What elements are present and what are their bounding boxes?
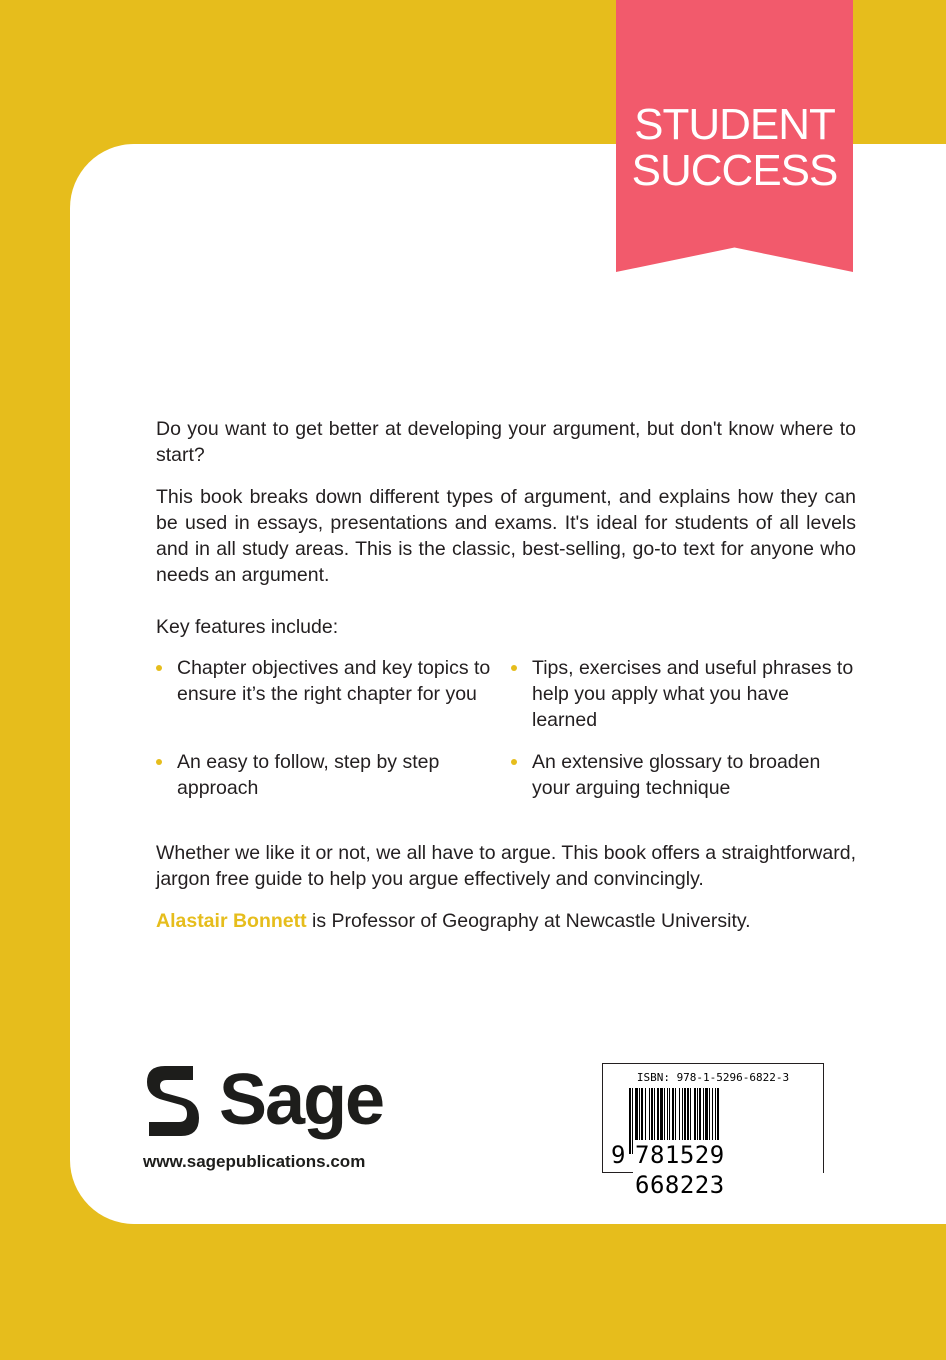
- barcode-number: 781529 668223: [633, 1140, 823, 1200]
- feature-text: An easy to follow, step by step approach: [177, 751, 440, 799]
- feature-item: [156, 655, 511, 733]
- series-title-line2: SUCCESS: [631, 146, 838, 195]
- series-title: [616, 102, 853, 194]
- feature-text: Tips, exercises and useful phrases to help you apply what you have learned: [532, 657, 854, 731]
- sage-s-logo-icon: [143, 1062, 201, 1140]
- author-bio: [156, 908, 856, 934]
- bullet-icon: [511, 665, 517, 671]
- closing-paragraph: Whether we like it or not, we all have to argue. This book offers a straightforward, jargon free guide to help you argue effectively and convincingly.: [156, 842, 856, 890]
- feature-list: [156, 655, 856, 801]
- intro-question: Do you want to get better at developing your argument, but don't know where to start?: [156, 418, 856, 466]
- bullet-icon: [156, 665, 162, 671]
- author-description: is Professor of Geography at Newcastle University.: [306, 910, 751, 932]
- features-heading: Key features include:: [156, 616, 339, 638]
- feature-text: Chapter objectives and key topics to ensure it’s the right chapter for you: [177, 657, 491, 705]
- series-title-line1: STUDENT: [634, 100, 835, 149]
- feature-item: [511, 655, 856, 733]
- barcode-digits: [603, 1140, 823, 1199]
- barcode-first-digit: 9: [611, 1141, 626, 1169]
- intro-description: This book breaks down different types of argument, and explains how they can be used in essays, presentations and exams. It's ideal for students of all levels and in all study areas. This is the classic, best-selling, go-to text for anyone who needs an argument.: [156, 486, 856, 586]
- publisher-logo-text: Sage: [219, 1060, 384, 1140]
- bullet-icon: [156, 759, 162, 765]
- feature-item: [511, 749, 856, 801]
- isbn-label: ISBN: 978-1-5296-6822-3: [636, 1071, 790, 1084]
- author-name: Alastair Bonnett: [156, 910, 307, 932]
- publisher-website: www.sagepublications.com: [143, 1152, 366, 1171]
- bullet-icon: [511, 759, 517, 765]
- feature-text: An extensive glossary to broaden your arguing technique: [532, 751, 821, 799]
- feature-item: [156, 749, 511, 801]
- isbn-barcode: [602, 1063, 824, 1199]
